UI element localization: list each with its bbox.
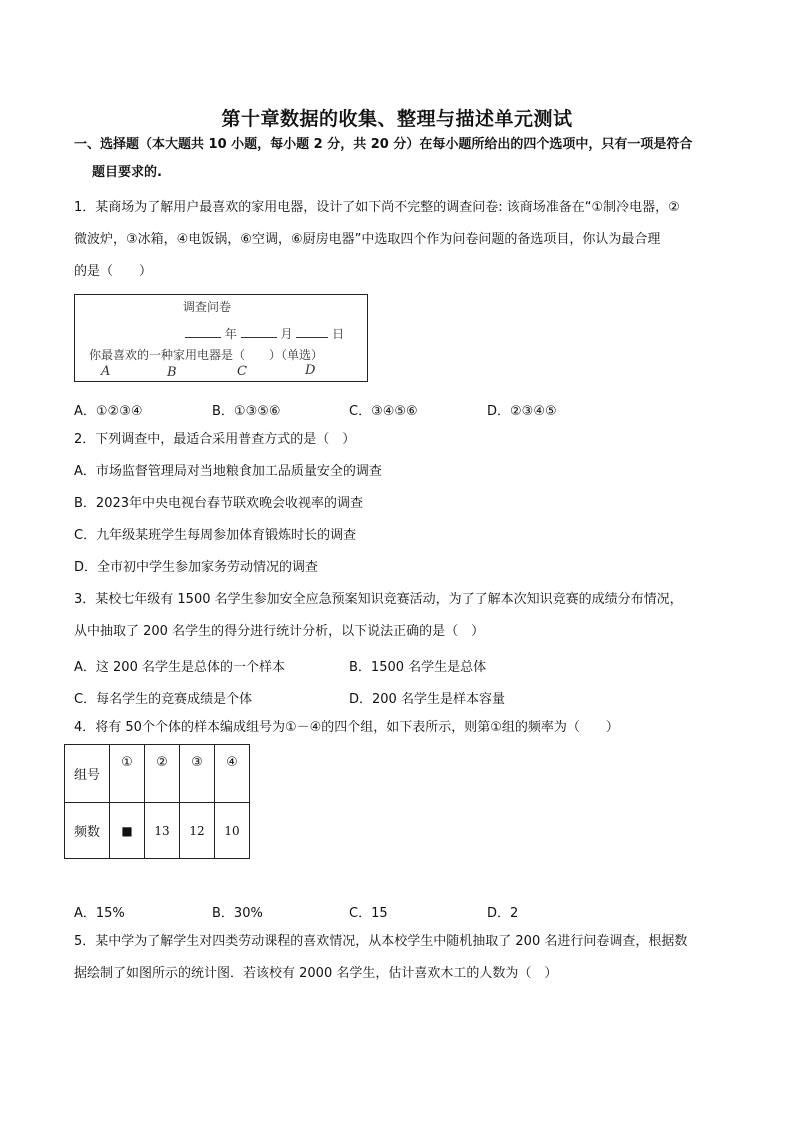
q3-choice-d[interactable]: D．200 名学生是样本容量: [349, 692, 505, 707]
q4-choice-c[interactable]: C．15: [349, 906, 388, 921]
table-cell-group-1: ①: [110, 745, 145, 803]
table-cell-group-2: ②: [145, 745, 180, 803]
table-cell-count-2: 13: [145, 803, 180, 859]
q3-choice-a[interactable]: A．这 200 名学生是总体的一个样本: [74, 660, 285, 675]
page-title: 第十章数据的收集、整理与描述单元测试: [221, 108, 573, 130]
q5-stem-line2: 据绘制了如图所示的统计图．若该校有 2000 名学生，估计喜欢木工的人数为（ ）: [74, 966, 558, 981]
q2-choice-b[interactable]: B．2023年中央电视台春节联欢晚会收视率的调查: [74, 496, 364, 511]
survey-year-blank: [185, 327, 221, 338]
q4-choice-a[interactable]: A．15%: [74, 906, 125, 921]
frequency-table: [64, 744, 250, 859]
q5-stem-line1: 5．某中学为了解学生对四类劳动课程的喜欢情况，从本校学生中随机抽取了 200 名进行问卷调查，根据数: [74, 934, 688, 949]
survey-option-c: C: [237, 364, 247, 379]
q2-choice-c[interactable]: C．九年级某班学生每周参加体育锻炼时长的调查: [74, 528, 357, 543]
q4-choice-d[interactable]: D．2: [487, 906, 519, 921]
q3-choice-c[interactable]: C．每名学生的竞赛成绩是个体: [74, 692, 253, 707]
table-row-label-group: 组号: [65, 745, 110, 803]
survey-date-line: [185, 325, 344, 342]
section-instruction-line2: 题目要求的.: [92, 165, 162, 180]
survey-option-b: B: [167, 365, 177, 380]
table-cell-count-1: ■: [110, 803, 145, 859]
table-cell-count-4: 10: [215, 803, 250, 859]
survey-option-a: A: [101, 364, 111, 379]
table-cell-count-3: 12: [180, 803, 215, 859]
q1-stem-line3: 的是（ ）: [74, 264, 153, 279]
q2-choice-d[interactable]: D．全市初中学生参加家务劳动情况的调查: [74, 560, 319, 575]
table-row: [65, 803, 250, 859]
q4-choice-b[interactable]: B．30%: [212, 906, 263, 921]
q1-choice-b[interactable]: B．①③⑤⑥: [212, 404, 281, 419]
q1-choice-a[interactable]: A．①②③④: [74, 404, 143, 419]
survey-option-d: D: [305, 363, 316, 378]
q1-choice-d[interactable]: D．②③④⑤: [487, 404, 557, 419]
q1-stem-line2: 微波炉，③冰箱，④电饭锅，⑥空调，⑥厨房电器”中选取四个作为问卷问题的备选项目，你认为最合理: [74, 232, 661, 247]
q1-choice-c[interactable]: C．③④⑤⑥: [349, 404, 418, 419]
table-row-label-count: 频数: [65, 803, 110, 859]
q4-stem: 4．将有 50个个体的样本编成组号为①－④的四个组，如下表所示，则第①组的频率为（ ）: [74, 720, 619, 735]
q2-stem: 2．下列调查中，最适合采用普查方式的是（ ）: [74, 432, 356, 447]
survey-day-blank: [296, 327, 328, 338]
survey-questionnaire-box: [74, 294, 368, 382]
survey-day-label: 日: [332, 327, 345, 341]
table-cell-group-4: ④: [215, 745, 250, 803]
survey-month-label: 月: [280, 327, 293, 341]
survey-question: 你最喜欢的一种家用电器是（ ）（单选）: [89, 348, 324, 362]
survey-heading: 调查问卷: [183, 300, 232, 314]
q1-stem-line1: 1．某商场为了解用户最喜欢的家用电器，设计了如下尚不完整的调查问卷: 该商场准备在“①制冷电器，②: [74, 200, 680, 215]
q3-stem-line2: 从中抽取了 200 名学生的得分进行统计分析，以下说法正确的是（ ）: [74, 624, 485, 639]
q3-choice-b[interactable]: B．1500 名学生是总体: [349, 660, 487, 675]
survey-year-label: 年: [224, 327, 237, 341]
table-cell-group-3: ③: [180, 745, 215, 803]
survey-month-blank: [241, 327, 277, 338]
section-instruction-line1: 一、选择题（本大题共 10 小题，每小题 2 分，共 20 分）在每小题所给出的四个选项中，只有一项是符合: [74, 137, 693, 152]
q3-stem-line1: 3．某校七年级有 1500 名学生参加安全应急预案知识竞赛活动，为了了解本次知识竞赛的成绩分布情况，: [74, 592, 683, 607]
q2-choice-a[interactable]: A．市场监督管理局对当地粮食加工品质量安全的调查: [74, 464, 382, 479]
table-row: [65, 745, 250, 803]
